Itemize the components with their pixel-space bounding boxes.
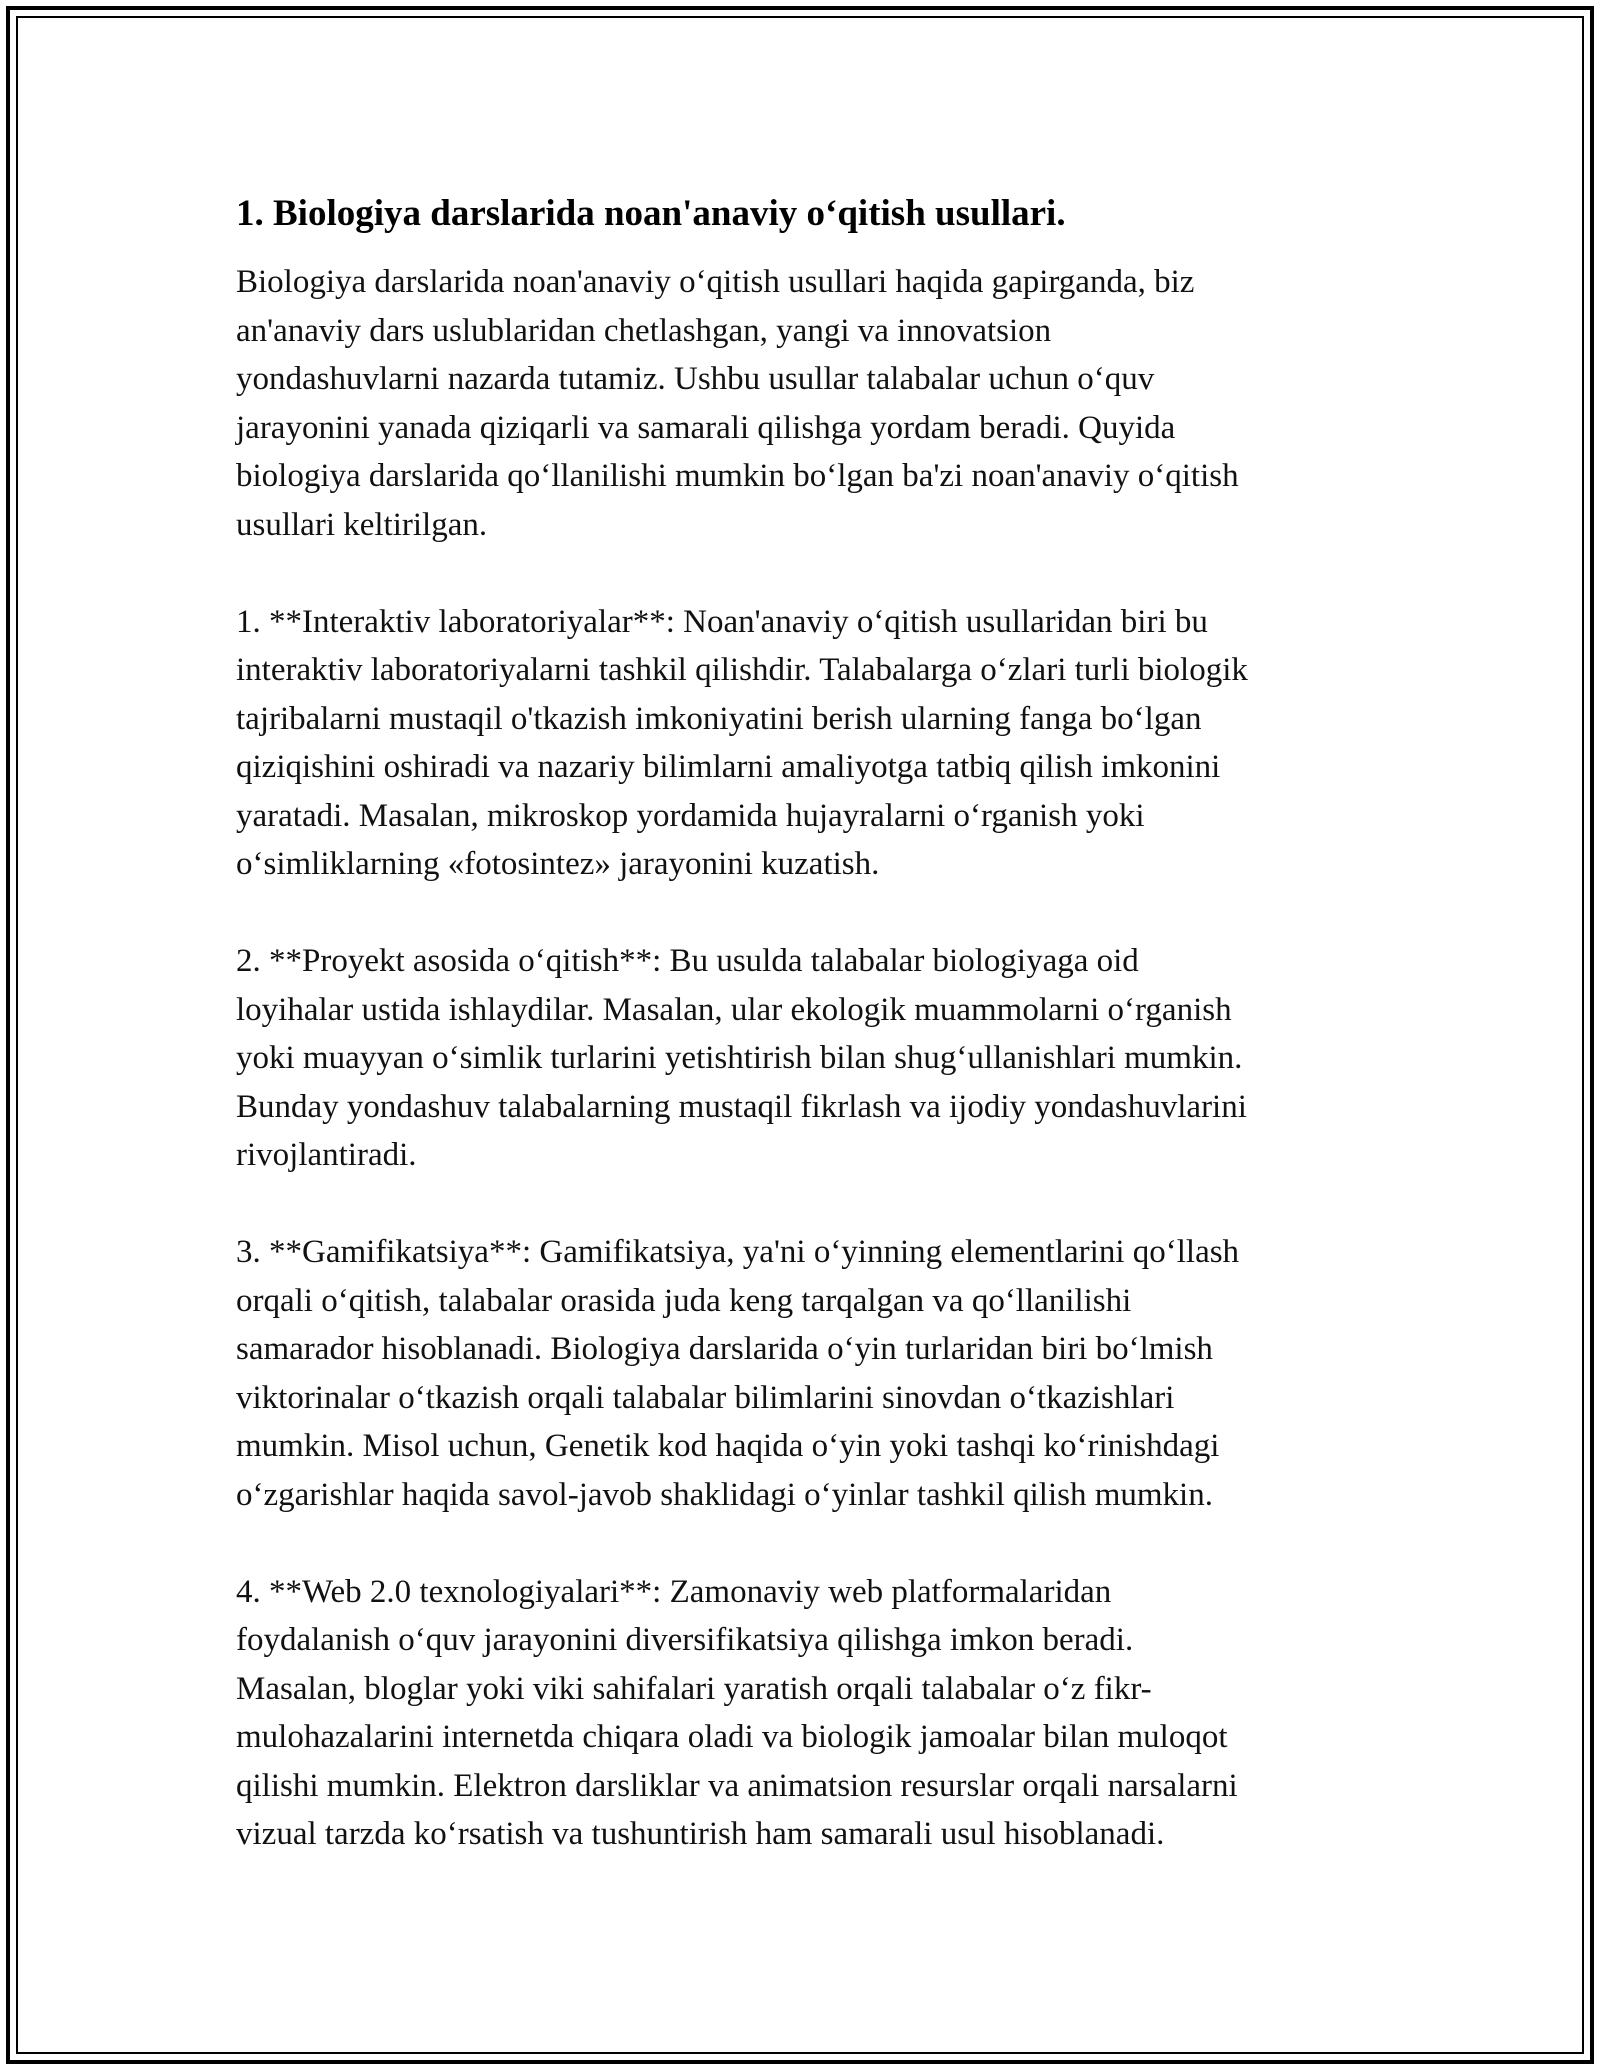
- paragraph-line: yaratadi. Masalan, mikroskop yordamida hujayralarni o‘rganish yoki: [236, 797, 1145, 834]
- paragraph-line: 2. **Proyekt asosida o‘qitish**: Bu usulda talabalar biologiyaga oid: [236, 943, 1139, 979]
- paragraph-list: [236, 258, 1376, 1859]
- paragraph-line: viktorinalar o‘tkazish orqali talabalar bilimlarini sinovdan o‘tkazishlari: [236, 1379, 1175, 1416]
- paragraph: [236, 1568, 1376, 1859]
- paragraph-line: 4. **Web 2.0 texnologiyalari**: Zamonaviy web platformalaridan: [236, 1573, 1112, 1610]
- paragraph-line: loyihalar ustida ishlaydilar. Masalan, ular ekologik muammolarni o‘rganish: [236, 991, 1232, 1028]
- paragraph-line: rivojlantiradi.: [236, 1137, 417, 1173]
- paragraph-line: an'anaviy dars uslublaridan chetlashgan, yangi va innovatsion: [236, 312, 1052, 349]
- paragraph-line: yondashuvlarni nazarda tutamiz. Ushbu usullar talabalar uchun o‘quv: [236, 361, 1155, 397]
- paragraph-line: qilishi mumkin. Elektron darsliklar va animatsion resurslar orqali narsalarni: [236, 1767, 1238, 1804]
- paragraph-line: jarayonini yanada qiziqarli va samarali qilishga yordam beradi. Quyida: [236, 409, 1176, 446]
- document-title: 1. Biologiya darslarida noan'anaviy o‘qitish usullari.: [236, 193, 1066, 234]
- paragraph-line: orqali o‘qitish, talabalar orasida juda keng tarqalgan va qo‘llanilishi: [236, 1282, 1132, 1319]
- paragraph-line: foydalanish o‘quv jarayonini diversifikatsiya qilishga imkon beradi.: [236, 1622, 1134, 1658]
- paragraph-line: biologiya darslarida qo‘llanilishi mumkin bo‘lgan ba'zi noan'anaviy o‘qitish: [236, 458, 1239, 494]
- document-body: [236, 190, 1376, 1907]
- paragraph-line: usullari keltirilgan.: [236, 506, 488, 543]
- paragraph-line: o‘zgarishlar haqida savol-javob shaklidagi o‘yinlar tashkil qilish mumkin.: [236, 1476, 1213, 1513]
- paragraph-line: 1. **Interaktiv laboratoriyalar**: Noan'anaviy o‘qitish usullaridan biri bu: [236, 603, 1208, 640]
- paragraph-line: vizual tarzda ko‘rsatish va tushuntirish ham samarali usul hisoblanadi.: [236, 1816, 1165, 1852]
- paragraph-line: o‘simliklarning «fotosintez» jarayonini kuzatish.: [236, 846, 880, 882]
- paragraph: [236, 1228, 1376, 1519]
- paragraph: [236, 258, 1376, 549]
- paragraph-line: interaktiv laboratoriyalarni tashkil qilishdir. Talabalarga o‘zlari turli biologik: [236, 652, 1248, 688]
- paragraph-line: samarador hisoblanadi. Biologiya darslarida o‘yin turlaridan biri bo‘lmish: [236, 1331, 1213, 1367]
- paragraph-line: qiziqishini oshiradi va nazariy bilimlarni amaliyotga tatbiq qilish imkonini: [236, 749, 1221, 785]
- paragraph: [236, 937, 1376, 1180]
- paragraph-line: 3. **Gamifikatsiya**: Gamifikatsiya, ya'ni o‘yinning elementlarini qo‘llash: [236, 1234, 1240, 1270]
- paragraph-line: tajribalarni mustaqil o'tkazish imkoniyatini berish ularning fanga bo‘lgan: [236, 700, 1202, 737]
- paragraph-line: mulohazalarini internetda chiqara oladi va biologik jamoalar bilan muloqot: [236, 1719, 1228, 1755]
- paragraph-line: Bunday yondashuv talabalarning mustaqil fikrlash va ijodiy yondashuvlarini: [236, 1088, 1247, 1125]
- paragraph-line: Masalan, bloglar yoki viki sahifalari yaratish orqali talabalar o‘z fikr-: [236, 1670, 1152, 1707]
- paragraph: [236, 598, 1376, 889]
- paragraph-line: mumkin. Misol uchun, Genetik kod haqida o‘yin yoki tashqi ko‘rinishdagi: [236, 1428, 1220, 1464]
- paragraph-line: yoki muayyan o‘simlik turlarini yetishtirish bilan shug‘ullanishlari mumkin.: [236, 1040, 1243, 1076]
- paragraph-line: Biologiya darslarida noan'anaviy o‘qitish usullari haqida gapirganda, biz: [236, 264, 1195, 300]
